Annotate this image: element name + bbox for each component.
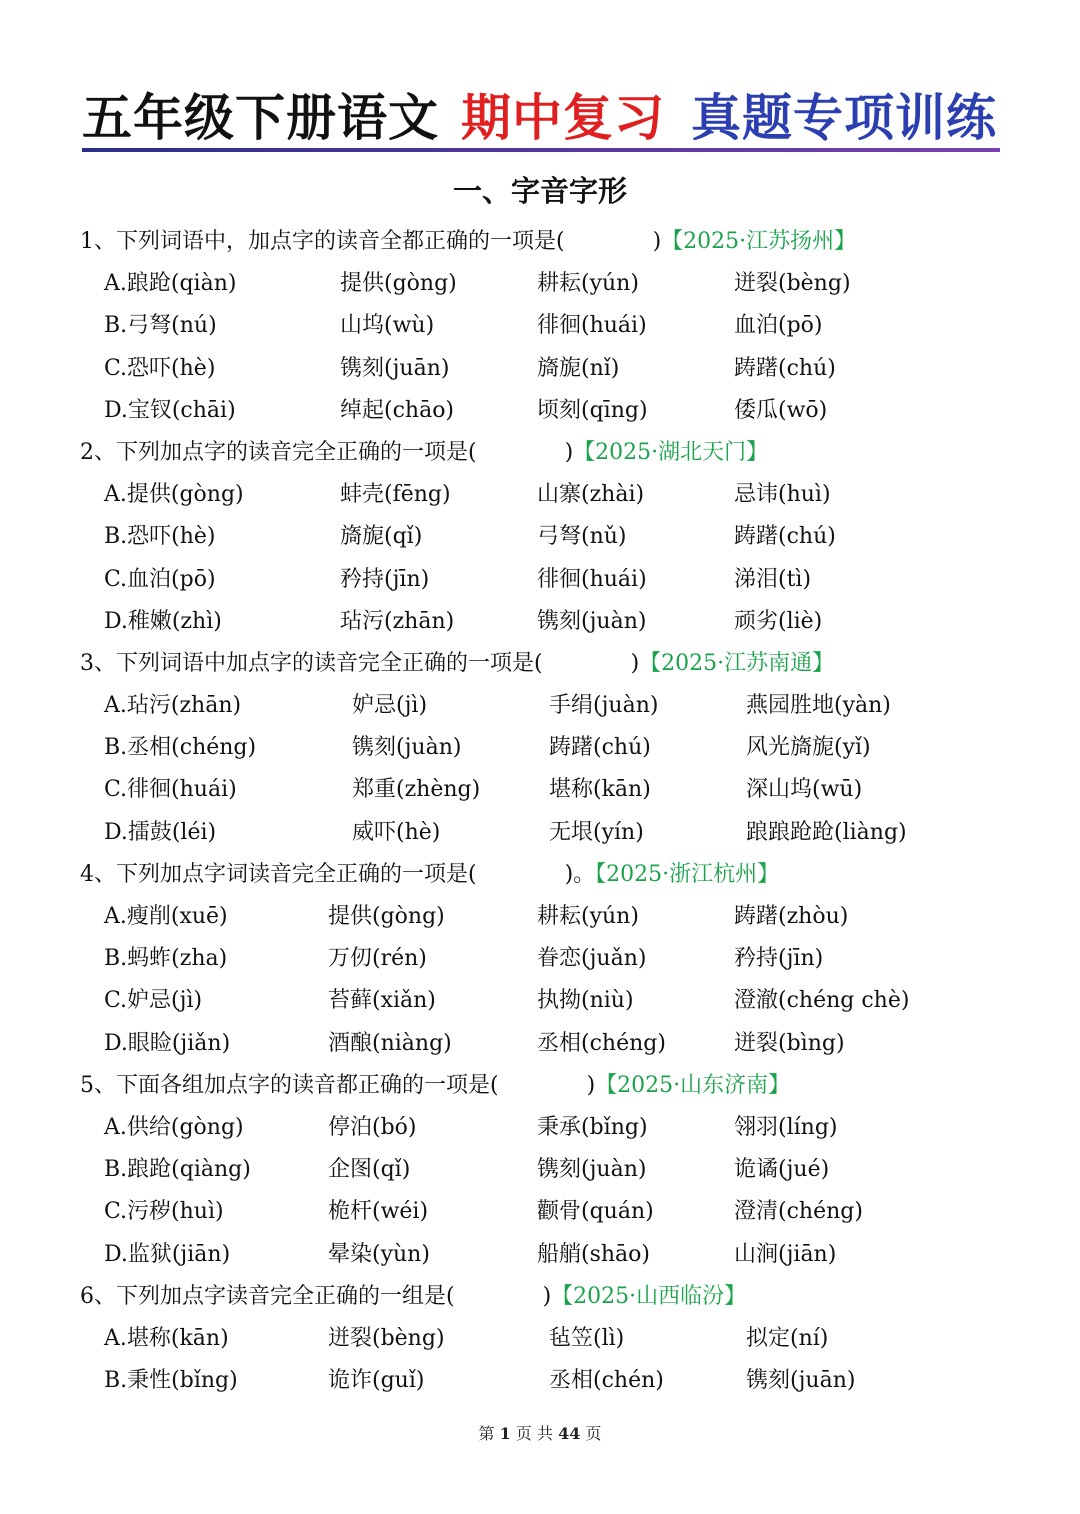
option-item: 倭瓜(wō) [734, 397, 828, 423]
option-item: 徘徊(huái) [537, 566, 647, 592]
option-item: 矜持(jīn) [734, 946, 824, 972]
option-row [0, 263, 1080, 305]
option-item: 执拗(niù) [537, 988, 634, 1014]
option-label-item: C.徘徊(huái) [104, 777, 237, 803]
question-stem-line [0, 1065, 1080, 1107]
option-item: 威吓(hè) [352, 819, 441, 845]
option-item: 忌讳(huì) [734, 482, 831, 508]
option-item: 企图(qǐ) [328, 1157, 411, 1183]
option-item: 矜持(jīn) [340, 566, 430, 592]
option-row [0, 1360, 1080, 1402]
option-label-item: B.秉性(bǐng) [104, 1368, 238, 1394]
option-row [0, 1023, 1080, 1065]
option-row [0, 559, 1080, 601]
option-label-item: D.擂鼓(léi) [104, 819, 217, 845]
footer-page-number: 1 [499, 1424, 511, 1443]
option-label-item: C.污秽(huì) [104, 1199, 224, 1225]
option-label-item: D.眼睑(jiǎn) [104, 1030, 231, 1056]
question-stem [80, 221, 856, 263]
footer-suffix: 页 [585, 1424, 602, 1443]
option-item: 堪称(kān) [549, 777, 651, 803]
option-item: 镌刻(juān) [340, 355, 450, 381]
option-item: 玷污(zhān) [340, 608, 455, 634]
option-row [0, 601, 1080, 643]
question-text: 2、下列加点字的读音完全正确的一项是( ) [80, 439, 574, 465]
option-item: 踌躇(chú) [549, 735, 651, 761]
option-item: 诡谲(jué) [734, 1157, 830, 1183]
option-label-item: A.瘦削(xuē) [104, 904, 228, 929]
option-item: 丞相(chéng) [537, 1030, 666, 1056]
option-item: 踌躇(zhòu) [734, 904, 849, 929]
option-item: 旖旎(qǐ) [340, 524, 423, 550]
question-source: 【2025·江苏扬州】 [661, 229, 857, 254]
option-item: 弓弩(nǔ) [537, 524, 627, 550]
option-row [0, 1149, 1080, 1191]
option-item: 手绢(juàn) [549, 693, 659, 719]
option-item: 耕耘(yún) [537, 271, 639, 297]
option-label-item: B.踉跄(qiàng) [104, 1157, 251, 1183]
option-item: 迸裂(bèng) [734, 271, 851, 297]
option-row [0, 1318, 1080, 1360]
option-row [0, 980, 1080, 1022]
option-label-item: A.踉跄(qiàn) [104, 271, 237, 297]
option-item: 诡诈(guǐ) [328, 1368, 425, 1394]
title-part-midterm: 期中复习 [461, 89, 665, 147]
option-item: 秉承(bǐng) [537, 1114, 648, 1140]
option-label-item: A.提供(gòng) [104, 482, 244, 508]
option-item: 血泊(pō) [734, 313, 823, 339]
option-row [0, 812, 1080, 854]
option-item: 澄清(chéng) [734, 1199, 863, 1225]
option-label-item: B.蚂蚱(zha) [104, 946, 228, 972]
option-label-item: D.监狱(jiān) [104, 1241, 231, 1267]
option-item: 澄澈(chéng chè) [734, 988, 910, 1014]
option-item: 桅杆(wéi) [328, 1199, 429, 1225]
question-stem-line [0, 854, 1080, 896]
option-item: 苔藓(xiǎn) [328, 988, 436, 1014]
option-row [0, 305, 1080, 347]
option-item: 翎羽(líng) [734, 1114, 838, 1140]
option-item: 燕园胜地(yàn) [746, 693, 891, 719]
question-source: 【2025·浙江杭州】 [595, 861, 780, 887]
page-title [82, 88, 1000, 148]
option-label-item: C.恐吓(hè) [104, 355, 216, 381]
question-text: 3、下列词语中加点字的读音完全正确的一项是( ) [80, 650, 640, 676]
question-text: 5、下面各组加点字的读音都正确的一项是( ) [80, 1072, 596, 1098]
question-list [0, 221, 1080, 1402]
title-underline [82, 148, 1000, 152]
question-stem [80, 854, 779, 896]
option-item: 山寨(zhài) [537, 482, 645, 508]
option-item: 踌躇(chú) [734, 524, 836, 550]
option-label-item: C.妒忌(jì) [104, 988, 203, 1014]
option-item: 颧骨(quán) [537, 1199, 654, 1225]
option-row [0, 938, 1080, 980]
option-row [0, 348, 1080, 390]
option-item: 蚌壳(fēng) [340, 482, 451, 508]
option-label-item: B.恐吓(hè) [104, 524, 216, 550]
option-item: 镌刻(juàn) [537, 1157, 647, 1183]
option-item: 镌刻(juān) [746, 1368, 856, 1394]
option-item: 船艄(shāo) [537, 1241, 650, 1267]
option-item: 镌刻(juàn) [537, 608, 647, 634]
option-item: 徘徊(huái) [537, 313, 647, 339]
option-item: 眷恋(juǎn) [537, 946, 647, 972]
title-part-training: 真题专项训练 [691, 89, 997, 147]
footer-prefix: 第 [478, 1424, 495, 1443]
option-label-item: B.丞相(chéng) [104, 735, 257, 761]
option-item: 万仞(rén) [328, 946, 427, 972]
option-item: 拟定(ní) [746, 1325, 829, 1351]
question-text: 6、下列加点字读音完全正确的一组是( ) [80, 1283, 552, 1309]
title-part-grade: 五年级下册语文 [82, 89, 439, 147]
question-source: 【2025·湖北天门】 [573, 439, 769, 465]
option-item: 顷刻(qīng) [537, 397, 648, 423]
option-item: 耕耘(yún) [537, 904, 639, 929]
option-row [0, 685, 1080, 727]
option-label-item: B.弓弩(nú) [104, 313, 217, 339]
option-row [0, 474, 1080, 516]
option-item: 绰起(chāo) [340, 397, 455, 423]
option-item: 风光旖旎(yǐ) [746, 735, 871, 761]
question-stem-line [0, 1276, 1080, 1318]
option-item: 镌刻(juàn) [352, 735, 462, 761]
option-item: 无垠(yín) [549, 819, 644, 845]
question-stem [80, 432, 768, 474]
option-item: 停泊(bó) [328, 1114, 417, 1140]
question-stem-line [0, 432, 1080, 474]
option-item: 山涧(jiān) [734, 1241, 837, 1267]
question-stem-line [0, 221, 1080, 263]
option-item: 郑重(zhèng) [352, 777, 481, 803]
option-row [0, 390, 1080, 432]
option-item: 涕泪(tì) [734, 566, 812, 592]
option-label-item: A.堪称(kān) [104, 1325, 229, 1351]
option-item: 提供(gòng) [328, 904, 445, 929]
option-item: 旖旎(nǐ) [537, 355, 620, 381]
option-label-item: D.稚嫩(zhì) [104, 608, 222, 634]
question-source: 【2025·山东济南】 [595, 1072, 791, 1098]
option-item: 妒忌(jì) [352, 693, 428, 719]
option-item: 晕染(yùn) [328, 1241, 430, 1267]
option-item: 踌躇(chú) [734, 355, 836, 381]
option-label-item: D.宝钗(chāi) [104, 397, 236, 423]
question-source: 【2025·江苏南通】 [639, 650, 835, 676]
option-row [0, 516, 1080, 558]
option-item: 提供(gòng) [340, 271, 457, 297]
option-item: 深山坞(wū) [746, 777, 863, 803]
option-item: 迸裂(bèng) [328, 1325, 445, 1351]
question-stem [80, 1276, 746, 1318]
footer-middle: 页 共 [515, 1424, 553, 1443]
option-row [0, 1234, 1080, 1276]
question-stem [80, 1065, 790, 1107]
question-text: 4、下列加点字词读音完全正确的一项是( )。 [80, 861, 596, 887]
option-item: 酒酿(niàng) [328, 1030, 452, 1056]
section-heading: 一、字音字形 [452, 174, 627, 208]
option-row [0, 1191, 1080, 1233]
page-footer [0, 1422, 1080, 1446]
option-row [0, 896, 1080, 938]
option-row [0, 727, 1080, 769]
footer-total-pages: 44 [558, 1424, 581, 1443]
option-item: 山坞(wù) [340, 313, 435, 339]
option-item: 迸裂(bìng) [734, 1030, 845, 1056]
option-item: 踉踉跄跄(liàng) [746, 819, 907, 845]
option-label-item: C.血泊(pō) [104, 566, 216, 592]
option-row [0, 769, 1080, 811]
option-item: 丞相(chén) [549, 1368, 664, 1394]
option-row [0, 1107, 1080, 1149]
question-stem-line [0, 643, 1080, 685]
option-item: 毡笠(lì) [549, 1325, 625, 1351]
question-stem [80, 643, 834, 685]
question-source: 【2025·山西临汾】 [551, 1283, 747, 1309]
option-label-item: A.玷污(zhān) [104, 693, 242, 719]
option-label-item: A.供给(gòng) [104, 1114, 244, 1140]
option-item: 顽劣(liè) [734, 608, 823, 634]
question-text: 1、下列词语中，加点字的读音全都正确的一项是( ) [80, 229, 662, 254]
